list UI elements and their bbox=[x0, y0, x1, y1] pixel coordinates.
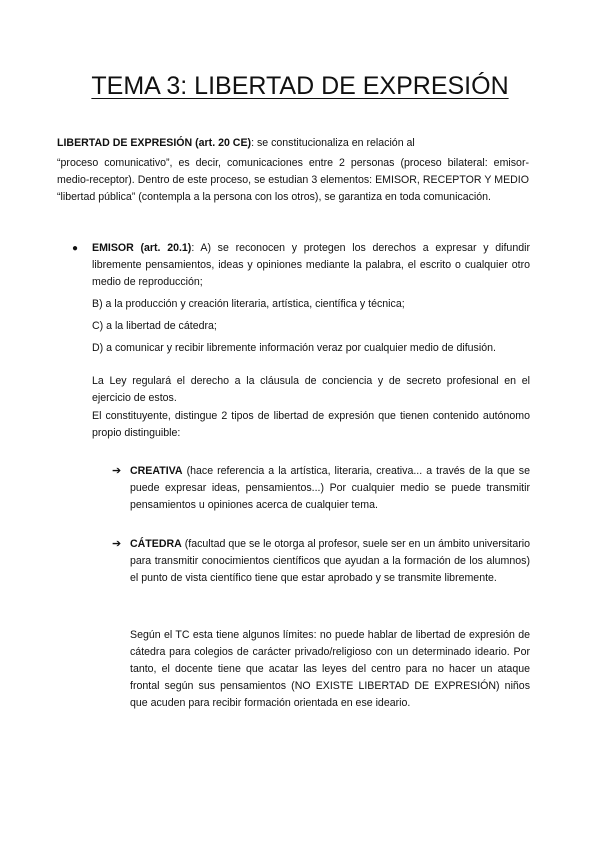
emisor-item-a bbox=[92, 240, 530, 291]
emisor-item-b: B) a la producción y creación literaria, artística, científica y técnica; bbox=[92, 298, 405, 310]
page-title: TEMA 3: LIBERTAD DE EXPRESIÓN bbox=[91, 72, 509, 100]
creativa-label: CREATIVA bbox=[130, 465, 183, 477]
catedra-label: CÁTEDRA bbox=[130, 538, 182, 550]
emisor-item-d: D) a comunicar y recibir libremente información veraz por cualquier medio de difusión. bbox=[92, 342, 496, 354]
ley-paragraph-1: La Ley regulará el derecho a la cláusula de conciencia y de secreto profesional en el ejercicio de estos. bbox=[92, 375, 530, 404]
catedra-text: (facultad que se le otorga al profesor, suele ser en un ámbito universitario para transmitir conocimientos científicos que ayudan a la formación de los alumnos) el punto de vista científico tiene que estar aprobado y se transmite libremente. bbox=[130, 538, 530, 584]
arrow-right-icon: ➔ bbox=[112, 538, 122, 550]
ley-paragraph-2: El constituyente, distingue 2 tipos de libertad de expresión que tienen contenido autónomo propio distinguible: bbox=[92, 410, 530, 439]
creativa-text: (hace referencia a la artística, literaria, creativa... a través de la que se puede expresar ideas, pensamientos...) Por cualquier medio se puede transmitir pensamientos u opiniones acerca de cualquier tema. bbox=[130, 465, 530, 511]
intro-body: “proceso comunicativo”, es decir, comunicaciones entre 2 personas (proceso bilateral: emisor-medio-receptor). Dentro de este proceso, se estudian 3 elementos: EMISOR, RECEPTOR Y MEDIO “libertad pública” (contempla a la persona con los otros), se garantiza en toda comunicación. bbox=[57, 157, 529, 203]
intro-paragraph bbox=[57, 135, 529, 206]
intro-lead bbox=[57, 135, 529, 152]
emisor-item-c: C) a la libertad de cátedra; bbox=[92, 320, 217, 332]
bullet-icon: ● bbox=[72, 243, 79, 254]
emisor-label: EMISOR (art. 20.1) bbox=[92, 242, 192, 254]
ley-section bbox=[92, 373, 530, 443]
intro-heading-bold: LIBERTAD DE EXPRESIÓN (art. 20 CE) bbox=[57, 137, 252, 149]
creativa-item bbox=[112, 463, 530, 514]
arrow-right-icon: ➔ bbox=[112, 465, 122, 477]
tc-paragraph: Según el TC esta tiene algunos límites: no puede hablar de libertad de expresión de cátedra para colegios de carácter privado/religioso con un determinado ideario. Por tanto, el docente tiene que acatar las leyes del centro para no hacer un ataque frontal según sus pensamientos (NO EXISTE LIBERTAD DE EXPRESIÓN) niños que acuden para recibir formación orientada en ese ideario. bbox=[130, 629, 530, 709]
emisor-text-a: : A) se reconocen y protegen los derechos a expresar y difundir libremente pensamientos, ideas y opiniones mediante la palabra, el escrito o cualquier otro medio de reproducción; bbox=[92, 242, 530, 288]
intro-heading-rest: : se constitucionaliza en relación al bbox=[251, 137, 415, 149]
emisor-section bbox=[72, 240, 530, 362]
catedra-item bbox=[112, 536, 530, 587]
